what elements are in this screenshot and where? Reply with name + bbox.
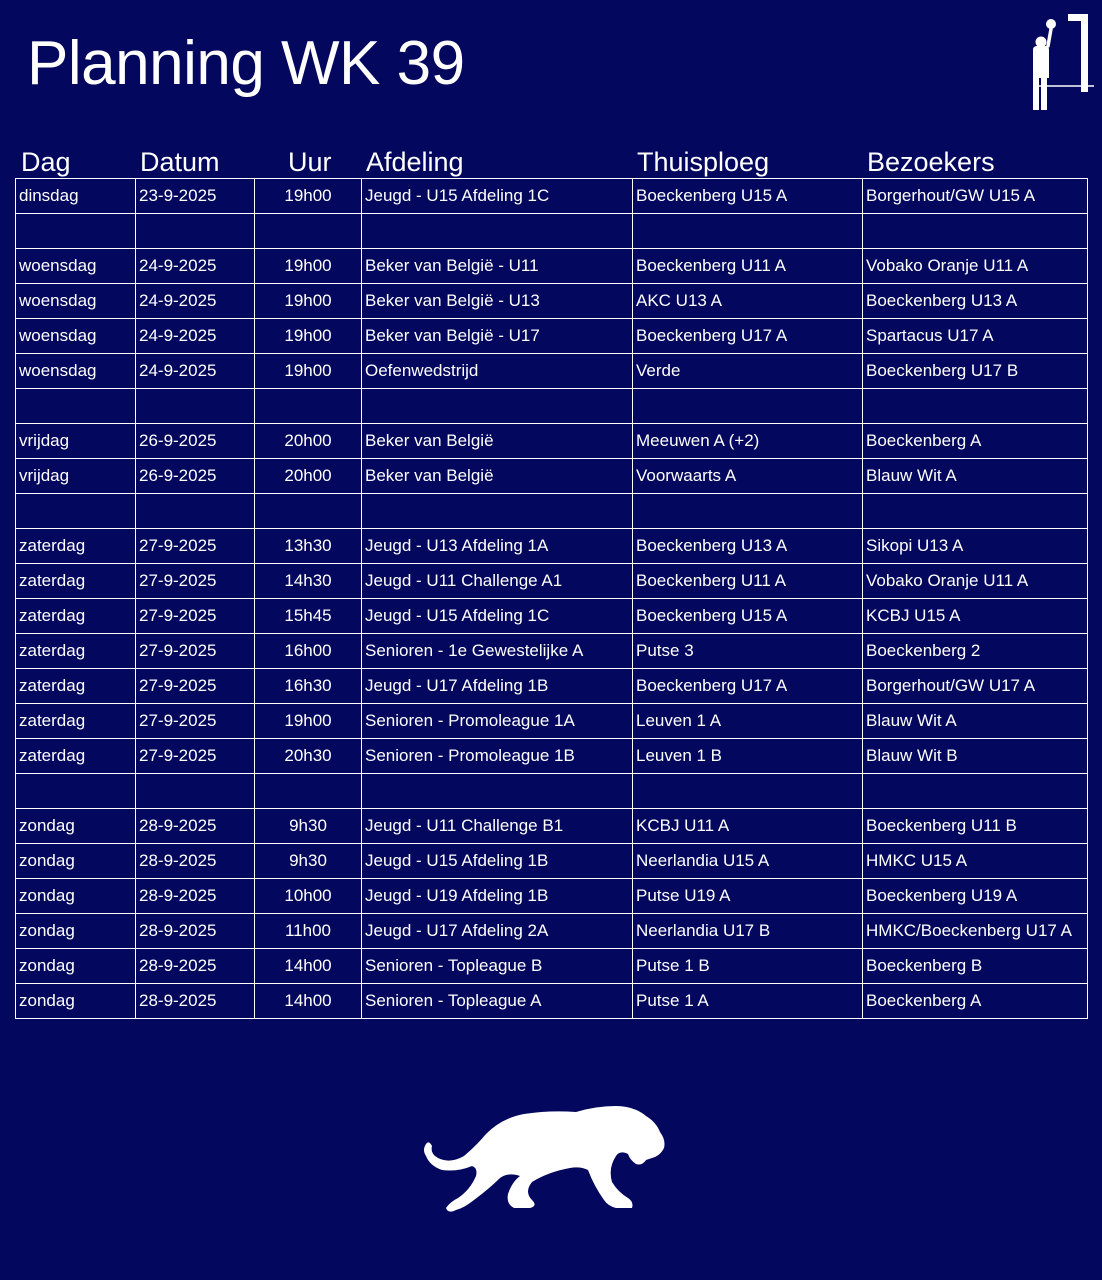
cell-bezoekers: Sikopi U13 A [863,529,1088,564]
cell-datum [136,494,255,529]
cell-thuisploeg: Putse 1 B [633,949,863,984]
cell-thuisploeg [633,389,863,424]
cell-afdeling [362,389,633,424]
cell-uur: 20h30 [255,739,362,774]
cell-uur: 20h00 [255,459,362,494]
cell-uur: 19h00 [255,704,362,739]
cell-afdeling: Beker van België - U11 [362,249,633,284]
cell-datum: 26-9-2025 [136,459,255,494]
schedule-table [15,178,1088,1019]
cell-thuisploeg: Putse 3 [633,634,863,669]
cell-thuisploeg: Meeuwen A (+2) [633,424,863,459]
panther-logo [420,1104,670,1216]
spacer-row [16,214,1088,249]
cell-bezoekers: Boeckenberg U13 A [863,284,1088,319]
cell-dag: zaterdag [16,564,136,599]
table-row [16,284,1088,319]
cell-uur: 14h30 [255,564,362,599]
cell-bezoekers: Borgerhout/GW U17 A [863,669,1088,704]
cell-thuisploeg: Voorwaarts A [633,459,863,494]
table-row [16,529,1088,564]
cell-bezoekers [863,214,1088,249]
cell-dag: zondag [16,914,136,949]
cell-bezoekers: Blauw Wit B [863,739,1088,774]
cell-dag: zaterdag [16,704,136,739]
cell-afdeling [362,214,633,249]
cell-bezoekers: Spartacus U17 A [863,319,1088,354]
spacer-row [16,494,1088,529]
cell-datum: 24-9-2025 [136,249,255,284]
cell-thuisploeg: Leuven 1 A [633,704,863,739]
cell-thuisploeg: Verde [633,354,863,389]
cell-dag: zondag [16,844,136,879]
table-row [16,844,1088,879]
cell-bezoekers: Boeckenberg B [863,949,1088,984]
table-row [16,179,1088,214]
cell-dag [16,494,136,529]
column-header-datum: Datum [140,147,220,177]
table-row [16,879,1088,914]
cell-afdeling: Jeugd - U11 Challenge B1 [362,809,633,844]
table-row [16,984,1088,1019]
cell-dag: zaterdag [16,599,136,634]
table-row [16,424,1088,459]
cell-thuisploeg: Boeckenberg U17 A [633,669,863,704]
cell-dag: vrijdag [16,424,136,459]
spacer-row [16,774,1088,809]
cell-uur [255,494,362,529]
cell-thuisploeg [633,214,863,249]
cell-thuisploeg: Neerlandia U15 A [633,844,863,879]
cell-afdeling: Jeugd - U15 Afdeling 1C [362,179,633,214]
cell-dag: woensdag [16,319,136,354]
cell-datum [136,774,255,809]
cell-uur: 14h00 [255,949,362,984]
table-row [16,809,1088,844]
cell-afdeling: Senioren - Topleague B [362,949,633,984]
cell-afdeling: Beker van België - U17 [362,319,633,354]
cell-bezoekers [863,774,1088,809]
cell-datum: 28-9-2025 [136,809,255,844]
column-header-uur: Uur [288,147,332,177]
cell-uur: 9h30 [255,809,362,844]
cell-thuisploeg: Neerlandia U17 B [633,914,863,949]
cell-bezoekers: KCBJ U15 A [863,599,1088,634]
table-row [16,319,1088,354]
cell-afdeling: Oefenwedstrijd [362,354,633,389]
table-row [16,704,1088,739]
table-row [16,459,1088,494]
cell-thuisploeg: Boeckenberg U13 A [633,529,863,564]
cell-datum: 24-9-2025 [136,284,255,319]
cell-dag: zaterdag [16,669,136,704]
table-row [16,634,1088,669]
page-title: Planning WK 39 [27,29,465,98]
cell-bezoekers: Vobako Oranje U11 A [863,564,1088,599]
cell-afdeling: Jeugd - U17 Afdeling 2A [362,914,633,949]
cell-afdeling: Beker van België - U13 [362,284,633,319]
cell-uur [255,389,362,424]
cell-datum: 27-9-2025 [136,739,255,774]
cell-thuisploeg: Putse U19 A [633,879,863,914]
cell-thuisploeg: Boeckenberg U11 A [633,564,863,599]
cell-afdeling: Jeugd - U13 Afdeling 1A [362,529,633,564]
cell-uur: 14h00 [255,984,362,1019]
cell-afdeling: Senioren - Promoleague 1B [362,739,633,774]
table-row [16,354,1088,389]
cell-uur: 19h00 [255,354,362,389]
cell-bezoekers: HMKC/Boeckenberg U17 A [863,914,1088,949]
cell-thuisploeg: KCBJ U11 A [633,809,863,844]
cell-uur: 15h45 [255,599,362,634]
cell-datum [136,389,255,424]
cell-dag: zondag [16,809,136,844]
cell-afdeling [362,494,633,529]
cell-afdeling: Senioren - Topleague A [362,984,633,1019]
cell-bezoekers: Vobako Oranje U11 A [863,249,1088,284]
cell-thuisploeg [633,494,863,529]
cell-datum: 27-9-2025 [136,704,255,739]
cell-uur: 19h00 [255,284,362,319]
cell-datum: 28-9-2025 [136,879,255,914]
cell-afdeling: Jeugd - U19 Afdeling 1B [362,879,633,914]
cell-dag [16,214,136,249]
column-header-dag: Dag [21,147,71,177]
cell-afdeling: Senioren - 1e Gewestelijke A [362,634,633,669]
cell-afdeling [362,774,633,809]
cell-uur: 16h00 [255,634,362,669]
cell-bezoekers: Boeckenberg U19 A [863,879,1088,914]
cell-dag: zondag [16,949,136,984]
cell-thuisploeg: Leuven 1 B [633,739,863,774]
cell-uur: 13h30 [255,529,362,564]
cell-dag: vrijdag [16,459,136,494]
cell-dag: zaterdag [16,529,136,564]
table-row [16,564,1088,599]
column-header-afdeling: Afdeling [366,147,464,177]
cell-uur: 10h00 [255,879,362,914]
korfball-player-icon [1024,12,1096,114]
cell-bezoekers [863,389,1088,424]
cell-dag: zondag [16,984,136,1019]
cell-bezoekers: Blauw Wit A [863,459,1088,494]
cell-bezoekers: HMKC U15 A [863,844,1088,879]
cell-thuisploeg: AKC U13 A [633,284,863,319]
table-header [15,140,1087,178]
cell-afdeling: Jeugd - U15 Afdeling 1C [362,599,633,634]
cell-afdeling: Senioren - Promoleague 1A [362,704,633,739]
cell-bezoekers: Boeckenberg A [863,984,1088,1019]
column-header-bezoekers: Bezoekers [867,147,995,177]
cell-dag: woensdag [16,354,136,389]
cell-dag: woensdag [16,284,136,319]
cell-datum: 27-9-2025 [136,669,255,704]
cell-datum: 27-9-2025 [136,529,255,564]
cell-datum: 24-9-2025 [136,354,255,389]
cell-datum: 27-9-2025 [136,599,255,634]
cell-datum: 28-9-2025 [136,844,255,879]
spacer-row [16,389,1088,424]
cell-bezoekers: Boeckenberg 2 [863,634,1088,669]
cell-thuisploeg: Boeckenberg U11 A [633,249,863,284]
cell-bezoekers [863,494,1088,529]
cell-dag: woensdag [16,249,136,284]
cell-thuisploeg: Boeckenberg U15 A [633,599,863,634]
cell-afdeling: Jeugd - U17 Afdeling 1B [362,669,633,704]
table-row [16,599,1088,634]
cell-uur: 20h00 [255,424,362,459]
cell-thuisploeg: Putse 1 A [633,984,863,1019]
cell-afdeling: Jeugd - U11 Challenge A1 [362,564,633,599]
cell-dag [16,774,136,809]
cell-dag: zaterdag [16,634,136,669]
cell-datum: 23-9-2025 [136,179,255,214]
cell-uur: 19h00 [255,179,362,214]
cell-uur: 19h00 [255,249,362,284]
cell-thuisploeg: Boeckenberg U17 A [633,319,863,354]
column-header-thuisploeg: Thuisploeg [637,147,770,177]
cell-datum: 28-9-2025 [136,949,255,984]
cell-bezoekers: Blauw Wit A [863,704,1088,739]
cell-dag [16,389,136,424]
table-row [16,249,1088,284]
table-row [16,739,1088,774]
cell-dag: zondag [16,879,136,914]
table-row [16,669,1088,704]
cell-bezoekers: Borgerhout/GW U15 A [863,179,1088,214]
cell-dag: zaterdag [16,739,136,774]
cell-datum: 27-9-2025 [136,634,255,669]
cell-uur [255,774,362,809]
cell-datum: 26-9-2025 [136,424,255,459]
cell-datum: 28-9-2025 [136,984,255,1019]
table-row [16,949,1088,984]
cell-datum [136,214,255,249]
cell-uur [255,214,362,249]
cell-afdeling: Beker van België [362,424,633,459]
cell-uur: 16h30 [255,669,362,704]
cell-datum: 24-9-2025 [136,319,255,354]
cell-afdeling: Jeugd - U15 Afdeling 1B [362,844,633,879]
cell-uur: 19h00 [255,319,362,354]
cell-thuisploeg [633,774,863,809]
cell-uur: 9h30 [255,844,362,879]
cell-afdeling: Beker van België [362,459,633,494]
cell-thuisploeg: Boeckenberg U15 A [633,179,863,214]
cell-datum: 27-9-2025 [136,564,255,599]
cell-dag: dinsdag [16,179,136,214]
cell-bezoekers: Boeckenberg U11 B [863,809,1088,844]
table-row [16,914,1088,949]
cell-datum: 28-9-2025 [136,914,255,949]
cell-uur: 11h00 [255,914,362,949]
cell-bezoekers: Boeckenberg A [863,424,1088,459]
cell-bezoekers: Boeckenberg U17 B [863,354,1088,389]
